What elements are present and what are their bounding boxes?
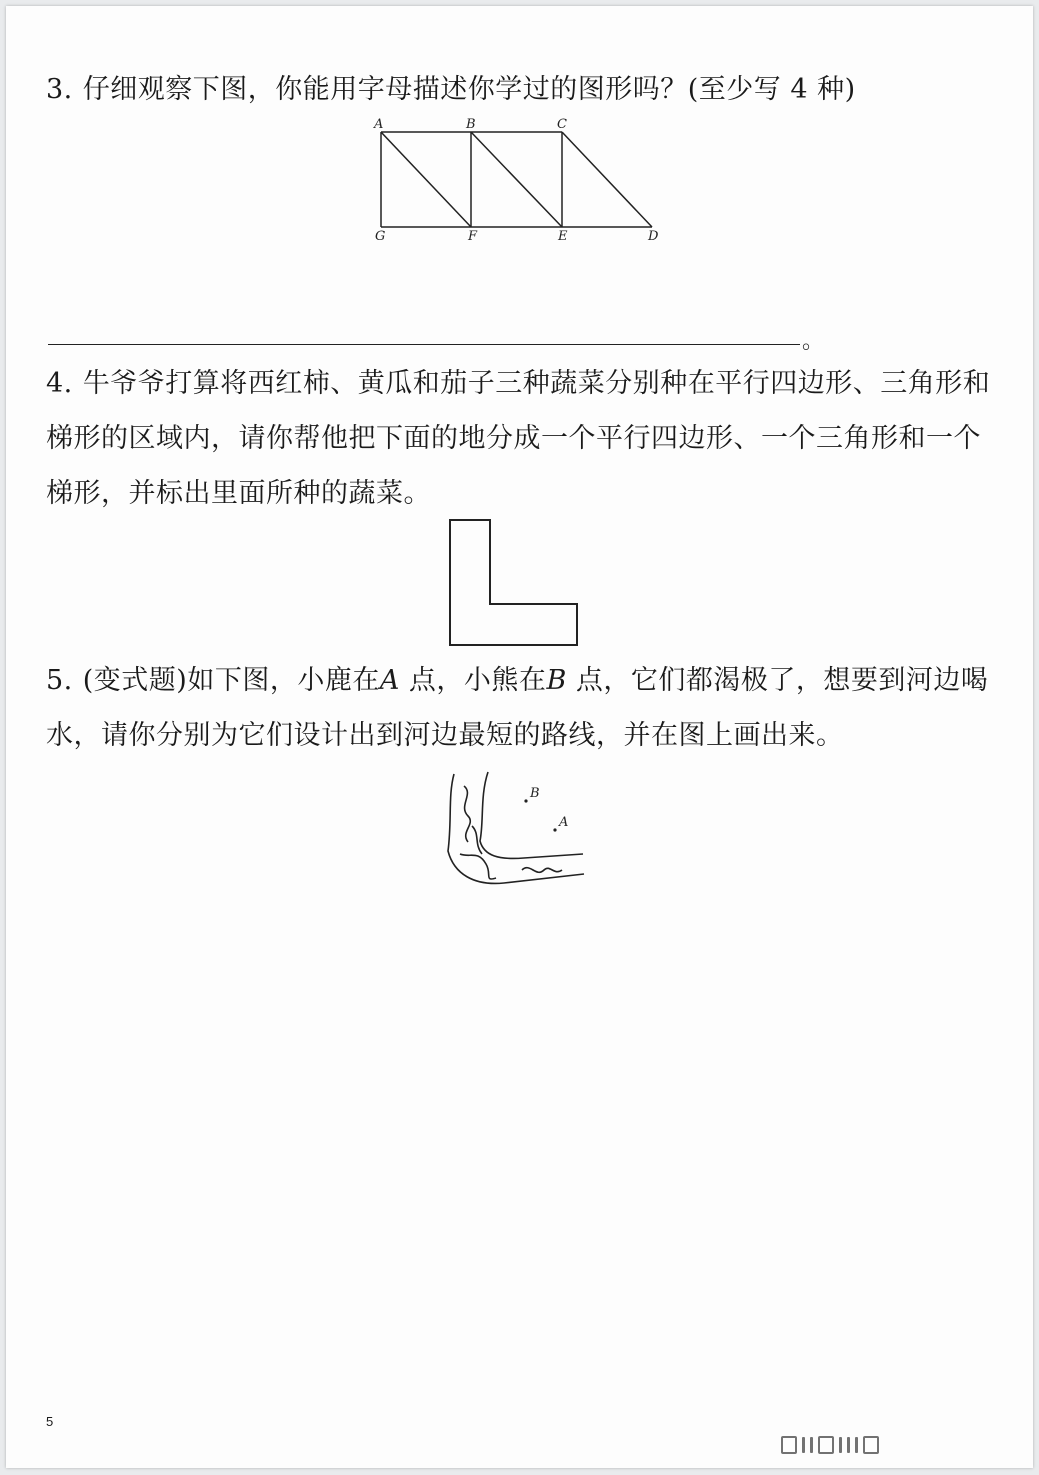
point-A-dot	[553, 828, 556, 831]
label-point-B-river: B	[530, 786, 540, 801]
question-4	[46, 356, 996, 521]
label-point-C: C	[557, 117, 567, 132]
question-5-point-a: A	[379, 665, 400, 696]
figure-q5-river-bend	[444, 766, 594, 891]
answer-line-q3[interactable]	[48, 344, 800, 345]
question-5	[46, 653, 996, 763]
label-point-B: B	[466, 117, 476, 132]
page-view-icon[interactable]	[818, 1436, 834, 1454]
label-point-A-river: A	[559, 815, 569, 830]
question-5-text-1: (变式题)如下图，小鹿在	[82, 665, 380, 696]
question-5-number: 5.	[46, 665, 73, 696]
point-B-dot	[524, 799, 527, 802]
fullscreen-icon[interactable]	[863, 1436, 879, 1454]
toolbar-divider	[847, 1437, 850, 1453]
label-point-E: E	[558, 229, 568, 244]
question-5-text-3: 点，它们都渴极了，想要到河边喝水，请你分别为它们设计出到河边最短的路线，并在图上画出来。	[46, 665, 989, 751]
toolbar-divider	[855, 1437, 858, 1453]
answer-period: 。	[802, 329, 825, 354]
question-5-point-b: B	[546, 665, 567, 696]
question-4-number: 4.	[46, 368, 73, 399]
label-point-G: G	[375, 229, 386, 244]
question-5-text-2: 点，小熊在	[399, 665, 547, 696]
worksheet-page	[6, 6, 1033, 1468]
question-3-number: 3.	[46, 74, 73, 105]
viewer-toolbar[interactable]	[781, 1434, 1021, 1456]
label-point-F: F	[468, 229, 478, 244]
figure-q4-l-shaped-land	[446, 518, 586, 648]
figure-q3-parallelogram-grid	[372, 117, 662, 244]
question-3-text: 仔细观察下图，你能用字母描述你学过的图形吗？(至少写 4 种)	[82, 74, 856, 105]
label-point-A: A	[374, 117, 384, 132]
fit-page-icon[interactable]	[781, 1436, 797, 1454]
toolbar-divider	[802, 1437, 805, 1453]
question-3	[46, 62, 996, 117]
label-point-D: D	[648, 229, 659, 244]
question-4-text: 牛爷爷打算将西红柿、黄瓜和茄子三种蔬菜分别种在平行四边形、三角形和梯形的区域内，请你帮他把下面的地分成一个平行四边形、一个三角形和一个梯形，并标出里面所种的蔬菜。	[46, 368, 991, 509]
toolbar-divider	[810, 1437, 813, 1453]
page-number: 5	[46, 1414, 54, 1429]
toolbar-divider	[839, 1437, 842, 1453]
